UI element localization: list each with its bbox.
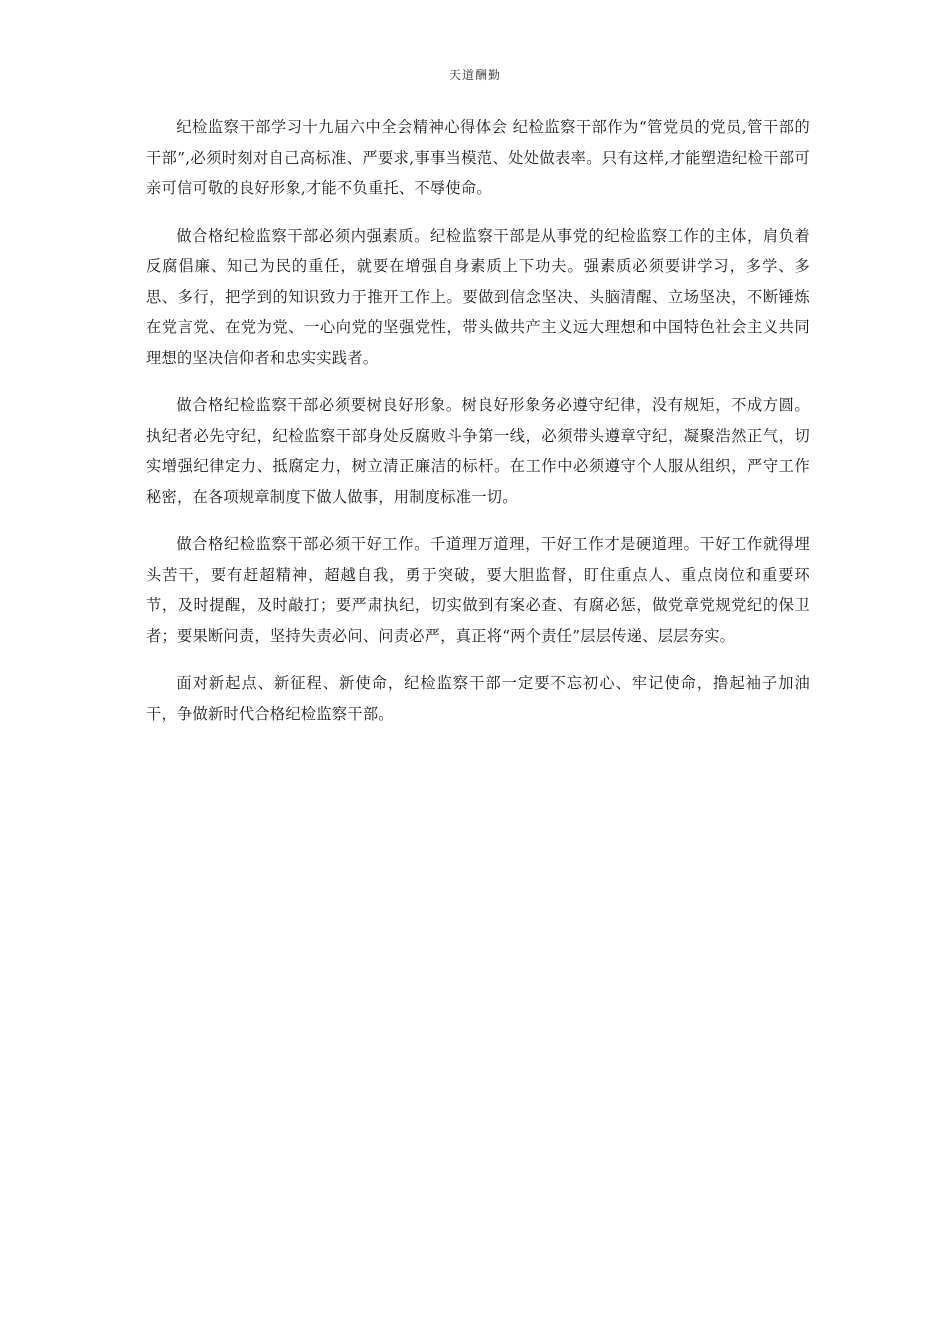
- paragraph-conclusion: 面对新起点、新征程、新使命，纪检监察干部一定要不忘初心、牢记使命，撸起袖子加油干，争做新时代合格纪检监察干部。: [146, 674, 810, 723]
- paragraph-work: 做合格纪检监察干部必须干好工作。千道理万道理，干好工作才是硬道理。干好工作就得埋头苦干，要有赶超精神，超越自我，勇于突破，要大胆监督，盯住重点人、重点岗位和重要环节，及时提醒，及时敲打；要严肃执纪，切实做到有案必查、有腐必惩，做党章党规党纪的保卫者；要果断问责，坚持失责必问、问责必严，真正将“两个责任”层层传递、层层夯实。: [146, 535, 810, 645]
- page-header: 天道酬勤: [448, 68, 501, 82]
- paragraph-intro: 纪检监察干部学习十九届六中全会精神心得体会 纪检监察干部作为“管党员的党员,管干部的干部”,必须时刻对自己高标准、严要求,事事当模范、处处做表率。只有这样,才能塑造纪检干部可亲可信可敬的良好形象,才能不负重托、不辱使命。: [146, 118, 810, 197]
- paragraph-image: 做合格纪检监察干部必须要树良好形象。树良好形象务必遵守纪律，没有规矩，不成方圆。执纪者必先守纪，纪检监察干部身处反腐败斗争第一线，必须带头遵章守纪，凝聚浩然正气，切实增强纪律定力、抵腐定力，树立清正廉洁的标杆。在工作中必须遵守个人服从组织，严守工作秘密，在各项规章制度下做人做事，用制度标准一切。: [146, 396, 810, 506]
- paragraph-quality: 做合格纪检监察干部必须内强素质。纪检监察干部是从事党的纪检监察工作的主体，肩负着反腐倡廉、知己为民的重任，就要在增强自身素质上下功夫。强素质必须要讲学习，多学、多思、多行，把学到的知识致力于推开工作上。要做到信念坚决、头脑清醒、立场坚决，不断锤炼在党言党、在党为党、一心向党的坚强党性，带头做共产主义远大理想和中国特色社会主义共同理想的坚决信仰者和忠实实践者。: [146, 226, 810, 367]
- document-body: [146, 112, 810, 746]
